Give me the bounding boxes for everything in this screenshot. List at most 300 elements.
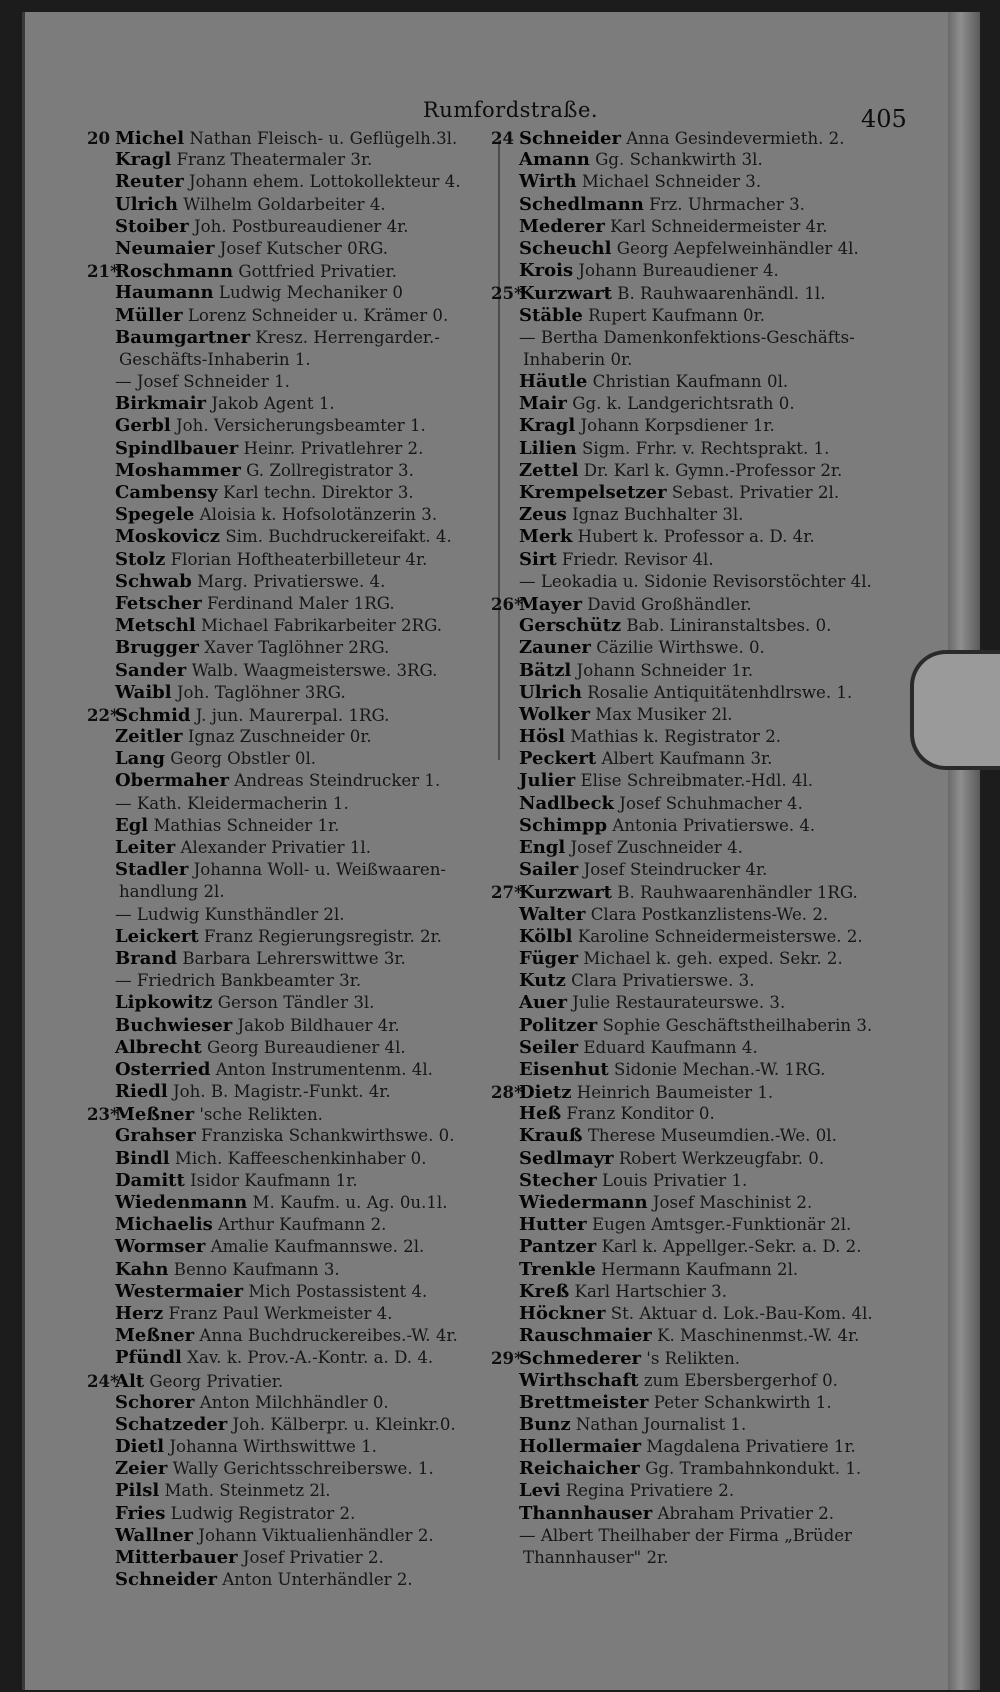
resident-details: Julie Restaurateurswe. 3.: [572, 993, 786, 1013]
directory-entry: [491, 770, 911, 792]
resident-details: Lorenz Schneider u. Krämer 0.: [187, 305, 449, 325]
directory-entry: [87, 127, 492, 149]
resident-surname: Bunz: [519, 1413, 571, 1435]
resident-surname: Meßner: [115, 1104, 195, 1126]
resident-details: Joh. Taglöhner 3RG.: [176, 682, 346, 702]
directory-entry: [87, 1103, 492, 1125]
resident-details: Gerson Tändler 3l.: [217, 993, 375, 1013]
directory-entry: [491, 1414, 911, 1436]
resident-surname: Buchwieser: [115, 1014, 233, 1036]
directory-entry: [491, 992, 911, 1014]
directory-entry: [87, 1503, 492, 1525]
resident-surname: Merk: [519, 526, 573, 548]
resident-surname: Wormser: [115, 1236, 206, 1258]
resident-surname: Kreß: [519, 1280, 570, 1302]
resident-details: Math. Steinmetz 2l.: [164, 1481, 331, 1501]
resident-details: Xaver Taglöhner 2RG.: [204, 638, 390, 658]
resident-details: Nathan Journalist 1.: [575, 1414, 747, 1434]
resident-surname: Kurzwart: [519, 283, 612, 305]
house-number: 25*: [491, 283, 523, 304]
page-edge: [948, 12, 980, 1690]
resident-details: Eugen Amtsger.-Funktionär 2l.: [591, 1215, 852, 1235]
resident-surname: Rauschmaier: [519, 1325, 652, 1347]
resident-surname: Stäble: [519, 304, 583, 326]
resident-details: Kresz. Herrengarder.-: [255, 327, 440, 347]
resident-surname: Bindl: [115, 1147, 170, 1169]
directory-entry: [87, 1525, 492, 1547]
resident-details: Clara Privatierswe. 3.: [571, 971, 755, 991]
resident-details: Mathias Schneider 1r.: [153, 815, 340, 835]
directory-entry: [87, 1569, 492, 1591]
directory-entry: [491, 438, 911, 460]
resident-surname: Reichaicher: [519, 1458, 640, 1480]
resident-surname: Kölbl: [519, 925, 573, 947]
left-column: [87, 127, 492, 1591]
resident-details: Anna Buchdruckereibes.-W. 4r.: [199, 1326, 458, 1346]
resident-surname: Roschmann: [115, 261, 234, 283]
directory-entry: [491, 1392, 911, 1414]
bookmark-tab: [910, 650, 1000, 770]
house-number: 20: [87, 128, 111, 148]
directory-entry: [491, 1525, 911, 1547]
directory-entry: [491, 504, 911, 526]
right-column: [491, 127, 911, 1569]
resident-surname: Sailer: [519, 859, 579, 881]
resident-surname: Wirthschaft: [519, 1369, 639, 1391]
directory-entry: [87, 1059, 492, 1081]
directory-entry: [87, 637, 492, 659]
resident-surname: Wiedermann: [519, 1192, 648, 1213]
resident-details: David Großhändler.: [587, 594, 752, 614]
resident-surname: Engl: [519, 837, 566, 858]
directory-entry: [87, 349, 492, 371]
directory-entry: [87, 726, 492, 748]
resident-surname: Nadlbeck: [519, 792, 615, 814]
directory-entry: [491, 260, 911, 282]
resident-surname: Kragl: [115, 149, 172, 171]
resident-details: Josef Maschinist 2.: [652, 1193, 813, 1212]
directory-entry: [87, 171, 492, 193]
resident-details: Joh. Versicherungsbeamter 1.: [176, 416, 426, 436]
resident-details: Sebast. Privatier 2l.: [671, 483, 840, 502]
resident-surname: Alt: [115, 1370, 145, 1392]
resident-details: — Leokadia u. Sidonie Revisorstöchter 4l.: [519, 571, 872, 591]
directory-entry: [87, 992, 492, 1014]
resident-details: Sigm. Frhr. v. Rechtsprakt. 1.: [582, 438, 830, 458]
directory-entry: [87, 970, 492, 992]
resident-surname: Füger: [519, 947, 579, 969]
directory-entry: [491, 305, 911, 327]
resident-details: Friedr. Revisor 4l.: [561, 549, 714, 569]
directory-entry: [491, 593, 911, 615]
resident-details: Gg. k. Landgerichtsrath 0.: [572, 394, 795, 414]
directory-entry: [87, 1037, 492, 1059]
resident-surname: Schatzeder: [115, 1413, 228, 1435]
directory-entry: [87, 549, 492, 571]
directory-entry: [87, 504, 492, 526]
directory-entry: [87, 615, 492, 637]
resident-surname: Brand: [115, 947, 178, 969]
resident-surname: Trenkle: [519, 1258, 596, 1280]
resident-surname: Cambensy: [115, 482, 218, 503]
resident-details: Karl Hartschier 3.: [574, 1281, 727, 1301]
resident-details: Albert Kaufmann 3r.: [601, 749, 773, 769]
resident-details: Josef Zuschneider 4.: [570, 838, 743, 857]
directory-entry: [491, 526, 911, 548]
resident-details: Franz Konditor 0.: [566, 1104, 715, 1124]
directory-entry: [87, 194, 492, 216]
directory-entry: [491, 571, 911, 593]
resident-details: Joh. Postbureaudiener 4r.: [193, 216, 409, 236]
resident-surname: Hollermaier: [519, 1436, 642, 1458]
resident-surname: Auer: [519, 992, 567, 1014]
resident-details: Mathias k. Registrator 2.: [570, 727, 782, 747]
resident-surname: Stecher: [519, 1169, 597, 1191]
resident-details: Johann Korpsdiener 1r.: [580, 416, 775, 436]
resident-details: Florian Hoftheaterbilleteur 4r.: [170, 549, 428, 569]
directory-entry: [491, 1347, 911, 1369]
resident-details: Hermann Kaufmann 2l.: [601, 1259, 799, 1279]
directory-entry: [491, 371, 911, 393]
house-number: 24*: [87, 1370, 119, 1391]
resident-details: Robert Werkzeugfabr. 0.: [618, 1148, 825, 1168]
directory-entry: [87, 282, 492, 304]
resident-details: — Albert Theilhaber der Firma „Brüder: [519, 1525, 852, 1545]
resident-details: Georg Privatier.: [149, 1371, 284, 1391]
directory-entry: [87, 1480, 492, 1502]
directory-entry: [87, 660, 492, 682]
resident-surname: Moskovicz: [115, 526, 221, 548]
directory-entry: [87, 1214, 492, 1236]
directory-entry: [491, 1103, 911, 1125]
resident-details: Johanna Woll- u. Weißwaaren-: [193, 860, 446, 880]
resident-details: Josef Schuhmacher 4.: [619, 793, 803, 813]
resident-surname: Politzer: [519, 1014, 598, 1036]
directory-entry: [87, 682, 492, 704]
resident-surname: Stoiber: [115, 215, 189, 237]
directory-entry: [491, 149, 911, 171]
directory-entry: [491, 171, 911, 193]
house-number: 27*: [491, 882, 523, 903]
directory-entry: [87, 1392, 492, 1414]
directory-entry: [87, 305, 492, 327]
resident-details: Ignaz Zuschneider 0r.: [187, 727, 372, 747]
resident-surname: Mair: [519, 393, 567, 415]
directory-entry: [491, 970, 911, 992]
resident-surname: Gerschütz: [519, 615, 622, 637]
resident-details: 's Relikten.: [646, 1349, 741, 1369]
resident-details: Johann Bureaudiener 4.: [578, 261, 779, 281]
resident-surname: Brettmeister: [519, 1391, 649, 1413]
resident-details: Regina Privatiere 2.: [565, 1481, 735, 1501]
directory-entry: [491, 216, 911, 238]
resident-details: Nathan Fleisch- u. Geflügelh.3l.: [189, 129, 458, 148]
resident-details: Joh. Kälberpr. u. Kleinkr.0.: [232, 1414, 456, 1434]
resident-details: Anton Instrumentenm. 4l.: [215, 1059, 433, 1079]
resident-surname: Wolker: [519, 703, 590, 725]
directory-entry: [491, 1170, 911, 1192]
directory-entry: [87, 460, 492, 482]
resident-details: Dr. Karl k. Gymn.-Professor 2r.: [583, 460, 843, 480]
directory-entry: [87, 1015, 492, 1037]
resident-details: Christian Kaufmann 0l.: [592, 372, 789, 392]
directory-entry: [87, 1347, 492, 1369]
resident-surname: Zeier: [115, 1458, 168, 1480]
directory-entry: [87, 1125, 492, 1147]
resident-surname: Osterried: [115, 1058, 211, 1080]
resident-details: Max Musiker 2l.: [595, 704, 733, 724]
resident-details: Anton Unterhändler 2.: [222, 1570, 413, 1590]
resident-surname: Birkmair: [115, 393, 207, 415]
resident-surname: Zeus: [519, 504, 567, 526]
directory-entry: [491, 726, 911, 748]
resident-surname: Haumann: [115, 282, 214, 304]
resident-details: Clara Postkanzlistens-We. 2.: [590, 904, 829, 924]
directory-entry: [491, 837, 911, 859]
directory-entry: [491, 127, 911, 149]
directory-entry: [87, 770, 492, 792]
directory-entry: [491, 482, 911, 504]
resident-surname: Neumaier: [115, 237, 215, 259]
directory-entry: [87, 1436, 492, 1458]
resident-surname: Kutz: [519, 970, 566, 992]
directory-entry: [87, 1192, 492, 1214]
directory-entry: [87, 260, 492, 282]
resident-details: Joh. B. Magistr.-Funkt. 4r.: [172, 1082, 391, 1102]
resident-surname: Dietl: [115, 1436, 165, 1458]
resident-surname: Pilsl: [115, 1480, 160, 1502]
resident-surname: Zettel: [519, 459, 579, 481]
resident-details: Franz Paul Werkmeister 4.: [168, 1303, 393, 1323]
resident-surname: Bätzl: [519, 659, 572, 681]
page-header-street: Rumfordstraße.: [423, 98, 599, 122]
resident-surname: Michel: [115, 128, 185, 149]
resident-details: Thannhauser" 2r.: [523, 1548, 669, 1567]
directory-entry: [491, 1148, 911, 1170]
directory-entry: [87, 1081, 492, 1103]
directory-entry: [491, 327, 911, 349]
resident-details: Gg. Schankwirth 3l.: [595, 150, 763, 170]
resident-details: Franz Regierungsregistr. 2r.: [203, 926, 442, 946]
directory-entry: [87, 1547, 492, 1569]
resident-surname: Brugger: [115, 637, 199, 659]
resident-surname: Meßner: [115, 1325, 195, 1347]
resident-details: Barbara Lehrerswittwe 3r.: [182, 948, 406, 968]
resident-details: Walb. Waagmeisterswe. 3RG.: [191, 660, 438, 680]
directory-entry: [87, 1325, 492, 1347]
directory-entry: [87, 327, 492, 349]
resident-details: — Friedrich Bankbeamter 3r.: [115, 971, 362, 991]
directory-entry: [491, 948, 911, 970]
resident-surname: Pantzer: [519, 1236, 597, 1258]
resident-surname: Grahser: [115, 1125, 196, 1147]
resident-surname: Heß: [519, 1103, 562, 1125]
directory-entry: [87, 1370, 492, 1392]
resident-details: Georg Obstler 0l.: [170, 749, 317, 769]
directory-entry: [491, 1059, 911, 1081]
resident-details: — Kath. Kleidermacherin 1.: [115, 793, 349, 813]
resident-details: Antonia Privatierswe. 4.: [612, 815, 816, 835]
directory-entry: [87, 438, 492, 460]
resident-details: Franziska Schankwirthswe. 0.: [200, 1126, 455, 1146]
directory-entry: [87, 1170, 492, 1192]
directory-entry: [87, 904, 492, 926]
resident-details: G. Zollregistrator 3.: [246, 460, 414, 480]
resident-details: Bab. Liniranstaltsbes. 0.: [626, 616, 832, 636]
resident-surname: Wirth: [519, 171, 577, 193]
resident-surname: Metschl: [115, 615, 196, 637]
directory-entry: [87, 1236, 492, 1258]
resident-surname: Spegele: [115, 504, 195, 526]
house-number: 28*: [491, 1082, 523, 1103]
resident-details: Mich Postassistent 4.: [248, 1281, 428, 1301]
directory-entry: [491, 904, 911, 926]
book-page: [22, 12, 980, 1690]
resident-details: Alexander Privatier 1l.: [180, 838, 371, 857]
directory-entry: [491, 881, 911, 903]
directory-entry: [491, 1281, 911, 1303]
directory-entry: [491, 1547, 911, 1569]
directory-entry: [491, 793, 911, 815]
resident-details: Elise Schreibmater.-Hdl. 4l.: [580, 771, 814, 791]
resident-surname: Schmederer: [519, 1348, 642, 1370]
resident-surname: Lang: [115, 748, 165, 770]
resident-details: Jakob Agent 1.: [211, 394, 335, 414]
resident-surname: Fries: [115, 1502, 166, 1524]
resident-details: Georg Aepfelweinhändler 4l.: [616, 238, 859, 258]
resident-surname: Schmid: [115, 704, 191, 726]
resident-surname: Westermaier: [115, 1280, 244, 1302]
directory-entry: [491, 1458, 911, 1480]
directory-entry: [87, 393, 492, 415]
house-number: 26*: [491, 593, 523, 614]
resident-details: Ferdinand Maler 1RG.: [206, 593, 395, 613]
resident-details: Magdalena Privatiere 1r.: [646, 1437, 856, 1457]
house-number: 24: [491, 128, 515, 148]
resident-details: Sim. Buchdruckereifakt. 4.: [225, 527, 452, 547]
directory-entry: [87, 748, 492, 770]
resident-surname: Kahn: [115, 1258, 169, 1280]
resident-surname: Riedl: [115, 1081, 168, 1103]
resident-details: Gg. Trambahnkondukt. 1.: [645, 1459, 862, 1479]
resident-details: Anton Milchhändler 0.: [199, 1392, 389, 1412]
directory-entry: [87, 881, 492, 903]
resident-details: Anna Gesindevermieth. 2.: [626, 129, 845, 148]
directory-entry: [87, 371, 492, 393]
directory-entry: [491, 926, 911, 948]
resident-surname: Krauß: [519, 1125, 583, 1147]
resident-surname: Fetscher: [115, 592, 202, 614]
resident-details: Wilhelm Goldarbeiter 4.: [183, 194, 386, 214]
directory-entry: [87, 815, 492, 837]
resident-details: Johann Viktualienhändler 2.: [198, 1525, 434, 1545]
directory-entry: [87, 1281, 492, 1303]
resident-details: — Josef Schneider 1.: [115, 372, 290, 392]
resident-surname: Zauner: [519, 637, 591, 659]
resident-details: Cäzilie Wirthswe. 0.: [596, 638, 765, 658]
resident-surname: Hutter: [519, 1214, 587, 1236]
resident-surname: Herz: [115, 1302, 164, 1324]
resident-surname: Amann: [519, 149, 590, 171]
resident-surname: Seiler: [519, 1036, 579, 1058]
page-number: 405: [861, 105, 907, 133]
resident-details: Isidor Kaufmann 1r.: [190, 1170, 358, 1190]
directory-entry: [491, 460, 911, 482]
resident-details: Therese Museumdien.-We. 0l.: [587, 1126, 837, 1146]
directory-entry: [491, 615, 911, 637]
resident-surname: Krempelsetzer: [519, 482, 667, 503]
resident-details: Aloisia k. Hofsolotänzerin 3.: [199, 505, 438, 525]
directory-entry: [491, 815, 911, 837]
resident-details: J. jun. Maurerpal. 1RG.: [195, 705, 390, 725]
directory-entry: [491, 1370, 911, 1392]
resident-details: zum Ebersbergerhof 0.: [643, 1370, 838, 1390]
resident-details: Geschäfts-Inhaberin 1.: [119, 349, 311, 369]
resident-surname: Eisenhut: [519, 1058, 609, 1080]
resident-details: Josef Steindrucker 4r.: [583, 860, 768, 880]
directory-entry: [87, 571, 492, 593]
resident-details: Amalie Kaufmannswe. 2l.: [210, 1237, 425, 1257]
resident-details: Ignaz Buchhalter 3l.: [572, 505, 744, 525]
directory-entry: [491, 859, 911, 881]
resident-details: Heinr. Privatlehrer 2.: [243, 438, 424, 458]
resident-surname: Pfündl: [115, 1347, 182, 1369]
resident-details: St. Aktuar d. Lok.-Bau-Kom. 4l.: [610, 1303, 873, 1323]
resident-details: Frz. Uhrmacher 3.: [649, 194, 805, 214]
directory-entry: [491, 238, 911, 260]
resident-details: Sidonie Mechan.-W. 1RG.: [614, 1059, 826, 1079]
resident-surname: Obermaher: [115, 770, 229, 792]
resident-details: Abraham Privatier 2.: [657, 1503, 835, 1523]
resident-details: Karl Schneidermeister 4r.: [610, 216, 828, 236]
resident-surname: Höckner: [519, 1302, 606, 1324]
resident-surname: Waibl: [115, 681, 172, 703]
resident-surname: Schneider: [115, 1569, 217, 1591]
resident-surname: Mitterbauer: [115, 1547, 238, 1568]
resident-surname: Schwab: [115, 570, 192, 592]
resident-surname: Mayer: [519, 593, 582, 615]
directory-entry: [87, 793, 492, 815]
resident-surname: Julier: [519, 770, 576, 792]
directory-entry: [87, 1303, 492, 1325]
resident-details: Franz Theatermaler 3r.: [176, 150, 373, 170]
resident-surname: Lilien: [519, 437, 577, 459]
resident-details: M. Kaufm. u. Ag. 0u.1l.: [252, 1193, 448, 1212]
directory-entry: [87, 149, 492, 171]
directory-entry: [491, 682, 911, 704]
directory-entry: [491, 415, 911, 437]
resident-details: Sophie Geschäftstheilhaberin 3.: [602, 1015, 873, 1035]
directory-entry: [87, 926, 492, 948]
resident-details: Ludwig Registrator 2.: [170, 1503, 356, 1523]
directory-entry: [87, 1259, 492, 1281]
resident-surname: Scheuchl: [519, 237, 612, 259]
resident-details: Peter Schankwirth 1.: [653, 1392, 832, 1412]
resident-details: Andreas Steindrucker 1.: [234, 771, 441, 791]
resident-surname: Gerbl: [115, 415, 171, 437]
resident-surname: Peckert: [519, 748, 597, 770]
resident-details: B. Rauhwaarenhändl. 1l.: [617, 284, 826, 304]
resident-details: Xav. k. Prov.-A.-Kontr. a. D. 4.: [187, 1348, 434, 1368]
directory-entry: [87, 859, 492, 881]
directory-entry: [491, 1125, 911, 1147]
resident-surname: Michaelis: [115, 1214, 213, 1236]
resident-surname: Sedlmayr: [519, 1147, 614, 1169]
directory-entry: [87, 704, 492, 726]
house-number: 29*: [491, 1348, 523, 1369]
resident-surname: Damitt: [115, 1169, 185, 1191]
resident-surname: Thannhauser: [519, 1502, 653, 1524]
